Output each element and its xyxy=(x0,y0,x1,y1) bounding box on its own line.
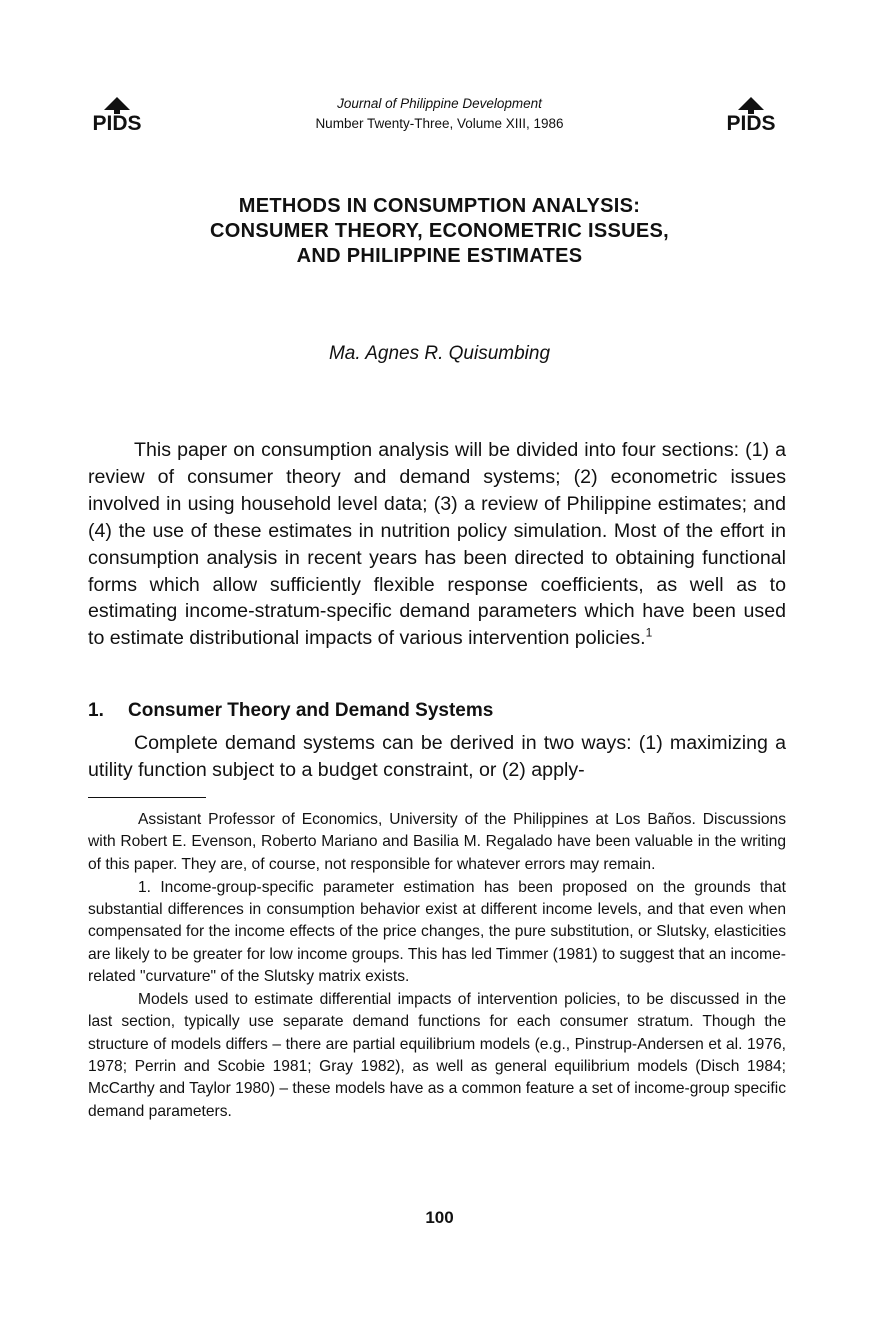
footnote-1: 1. Income-group-specific parameter estimation has been proposed on the grounds that substantial differences in consumption behavior exist at different income levels, and that even when compensated for the income effects of the price changes, the pure substitution, or Slutsky, elasticities are likely to be greater for low income groups. This has led Timmer (1981) to suggest that an income-related "curvature" of the Slutsky matrix exists. xyxy=(88,878,786,986)
section-title: Consumer Theory and Demand Systems xyxy=(128,700,494,721)
title-line-2: CONSUMER THEORY, ECONOMETRIC ISSUES, xyxy=(210,220,669,242)
author-name: Ma. Agnes R. Quisumbing xyxy=(328,343,551,364)
title-line-1: METHODS IN CONSUMPTION ANALYSIS: xyxy=(238,195,641,217)
journal-name: Journal of Philippine Development xyxy=(337,96,542,111)
section-paragraph: Complete demand systems can be derived in two ways: (1) maximizing a utility function subject to a budget constraint, or (2) apply- xyxy=(88,732,786,781)
section-heading xyxy=(88,698,493,724)
footnote-mark: 1 xyxy=(645,625,653,640)
intro-paragraph-text: This paper on consumption analysis will be divided into four sections: (1) a review of consumer theory and demand systems; (2) econometric issues involved in using household level data; (3) a review of Philippine estimates; and (4) the use of these estimates in nutrition policy simulation. Most of the effort in consumption analysis in recent years has been directed to obtaining functional forms which allow sufficiently flexible response coefficients, as well as to estimating income-stratum-specific demand parameters which have been used to estimate distributional impacts of various intervention policies. xyxy=(88,439,786,650)
page-number: 100 xyxy=(425,1208,454,1227)
section-number: 1. xyxy=(88,700,104,721)
pids-logo-text: PIDS xyxy=(92,112,142,132)
footnotes xyxy=(88,809,786,1123)
footnote-affiliation: Assistant Professor of Economics, University of the Philippines at Los Baños. Discussions with Robert E. Evenson, Roberto Mariano and Basilia M. Regalado have been valuable in the writing of this paper. They are, of course, not responsible for whatever errors may remain. xyxy=(88,811,786,873)
footnote-divider xyxy=(88,797,206,798)
journal-header xyxy=(0,94,879,134)
footnote-1-continued: Models used to estimate differential impacts of intervention policies, to be discussed in the last section, typically use separate demand functions for each consumer stratum. Though the structure of models differs – there are partial equilibrium models (e.g., Pinstrup-Andersen et al. 1976, 1978; Perrin and Scobie 1981; Gray 1982), as well as general equilibrium models (Disch 1984; McCarthy and Taylor 1980) – these models have as a common feature a set of income-group specific demand parameters. xyxy=(88,990,786,1120)
title-line-3: AND PHILIPPINE ESTIMATES xyxy=(296,245,583,267)
intro-paragraph xyxy=(88,437,786,652)
pids-logo-text: PIDS xyxy=(726,112,776,132)
journal-issue: Number Twenty-Three, Volume XIII, 1986 xyxy=(315,116,564,131)
paper-title xyxy=(0,194,879,269)
